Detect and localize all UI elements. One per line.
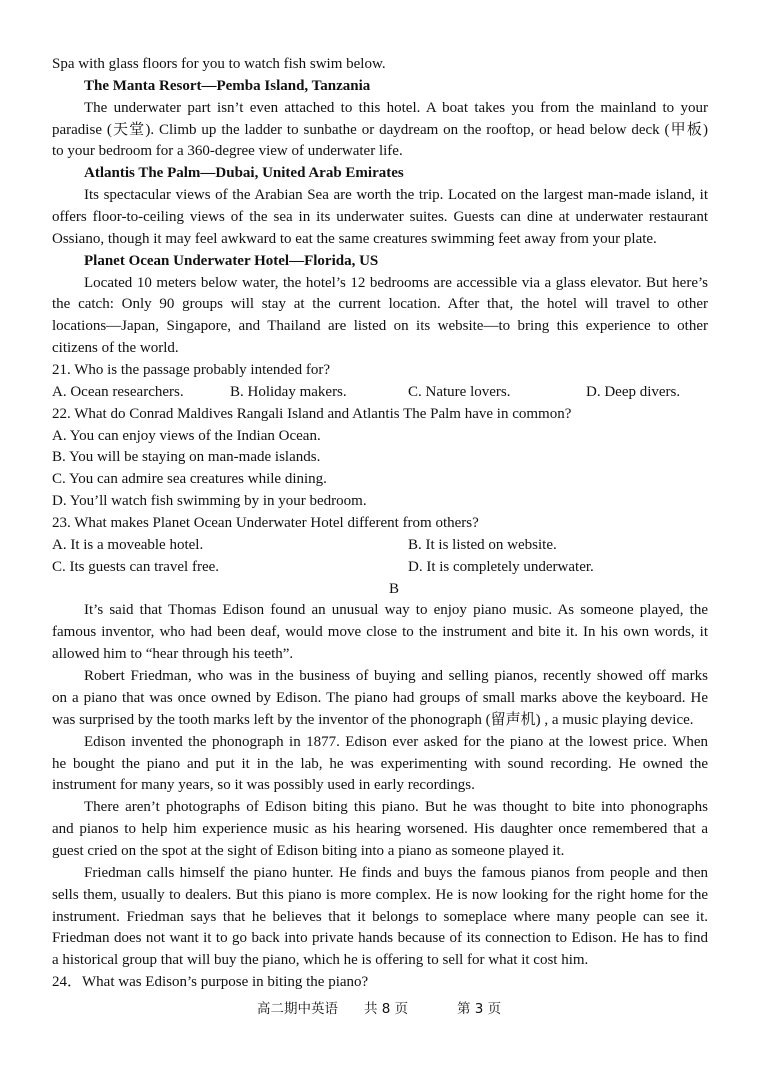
paragraph-line: citizens of the world. bbox=[52, 340, 179, 357]
paragraph-line: Spa with glass floors for you to watch fish swim below. bbox=[52, 56, 386, 72]
question-24 bbox=[52, 972, 708, 994]
answer-option-a: A. Ocean researchers. bbox=[52, 383, 184, 400]
hotel-section bbox=[52, 251, 708, 360]
question-22 bbox=[52, 404, 708, 513]
questions-passage-b bbox=[52, 972, 708, 994]
paragraph-line: Edison invented the phonograph in 1877. Edison ever asked for the piano at the lowest price. When bbox=[84, 733, 708, 750]
paragraph bbox=[52, 863, 708, 972]
paragraph-continuation bbox=[52, 54, 708, 76]
paragraph-line: There aren’t photographs of Edison biting this piano. But he was thought to bite into phonographs bbox=[84, 799, 708, 816]
paragraph-line: was surprised by the tooth marks left by the inventor of the phonograph (留声机) , a music playing device. bbox=[52, 711, 694, 728]
paragraph-line: guest cried on the spot at the sight of Edison biting into a piano as someone played it. bbox=[52, 842, 565, 859]
paragraph-line: allowed him to “hear through his teeth”. bbox=[52, 646, 294, 663]
answer-option-b: B. Holiday makers. bbox=[230, 383, 347, 400]
paragraph bbox=[52, 732, 708, 798]
answer-option-c: C. Nature lovers. bbox=[408, 383, 511, 400]
paragraph-line: instrument for many years, so it was possibly used in early recordings. bbox=[52, 777, 475, 794]
answer-options bbox=[52, 426, 708, 513]
paragraph-line: locations—Japan, Singapore, and Thailand are listed on its website—to bring this experience to other bbox=[52, 318, 708, 335]
paragraph-line: and pianos to help him experience music as his hearing worsened. His daughter once remembered that a bbox=[52, 821, 708, 838]
paragraph-line: Friedman calls himself the piano hunter. He finds and buys the famous pianos from people and then bbox=[84, 864, 708, 881]
question-stem: 24．What was Edison’s purpose in biting the piano? bbox=[52, 974, 369, 991]
hotel-heading: The Manta Resort—Pemba Island, Tanzania bbox=[84, 77, 371, 94]
paragraph-line: sells them, usually to dealers. But this piano is more complex. He is now looking for the right home for the bbox=[52, 886, 708, 903]
paragraph-line: Ossiano, though it may feel awkward to eat the same creatures swimming feet away from your plate. bbox=[52, 230, 657, 247]
question-21 bbox=[52, 360, 708, 404]
hotel-section bbox=[52, 76, 708, 163]
hotel-description bbox=[52, 98, 708, 164]
answer-option-b: B. It is listed on website. bbox=[408, 536, 557, 553]
hotel-description bbox=[52, 185, 708, 251]
answer-option-c: C. Its guests can travel free. bbox=[52, 558, 220, 575]
answer-option-c: C. You can admire sea creatures while dining. bbox=[52, 471, 327, 488]
hotel-section bbox=[52, 163, 708, 250]
questions-passage-a bbox=[52, 360, 708, 579]
paragraph bbox=[52, 666, 708, 732]
passage-b bbox=[52, 579, 708, 972]
footer-page-number: 第 3 页 bbox=[457, 1001, 502, 1017]
paragraph-line: the catch: Only 90 groups will stay at the current location. After that, the hotel will travel to other bbox=[52, 296, 708, 313]
paragraph bbox=[52, 600, 708, 666]
paragraph-line: a historical group that will buy the piano, which he is offering to sell for what it cost him. bbox=[52, 952, 589, 969]
hotel-heading: Planet Ocean Underwater Hotel—Florida, US bbox=[84, 252, 379, 269]
answer-option-a: A. It is a moveable hotel. bbox=[52, 536, 204, 553]
paragraph-line: famous inventor, who had been deaf, would move close to the instrument and bite it. In his own words, it bbox=[52, 624, 708, 641]
paragraph-line: to your bedroom for a 360-degree view of underwater life. bbox=[52, 143, 403, 160]
footer-page-count: 共 8 页 bbox=[364, 1001, 409, 1017]
paragraph-line: offers floor-to-ceiling views of the sea in its underwater suites. Guests can dine at underwater restaurant bbox=[52, 209, 708, 226]
answer-option-d: D. Deep divers. bbox=[586, 383, 681, 400]
paragraph-line: The underwater part isn’t even attached to this hotel. A boat takes you from the mainland to your bbox=[84, 99, 708, 116]
question-stem: 23. What makes Planet Ocean Underwater Hotel different from others? bbox=[52, 515, 479, 532]
hotel-description bbox=[52, 273, 708, 360]
question-stem: 21. Who is the passage probably intended for? bbox=[52, 362, 330, 379]
answer-option-a: A. You can enjoy views of the Indian Ocean. bbox=[52, 427, 321, 444]
answer-option-d: D. You’ll watch fish swimming by in your bedroom. bbox=[52, 493, 367, 510]
paragraph-line: Friedman does not want it to go back into private hands because of its connection to Edison. He has to find bbox=[52, 930, 708, 947]
answer-option-b: B. You will be staying on man-made islands. bbox=[52, 449, 321, 466]
paragraph-line: Its spectacular views of the Arabian Sea are worth the trip. Located on the largest man-made island, it bbox=[84, 187, 708, 204]
footer-subject: 高二期中英语 bbox=[257, 1001, 338, 1017]
paragraph-line: paradise (天堂). Climb up the ladder to sunbathe or daydream on the rooftop, or head below deck (甲板) bbox=[52, 121, 708, 138]
paragraph-line: on a piano that was once owned by Edison. The piano had groups of small marks above the keyboard. He bbox=[52, 689, 708, 706]
passage-a bbox=[52, 54, 708, 360]
page-footer bbox=[0, 1000, 760, 1018]
hotel-heading: Atlantis The Palm—Dubai, United Arab Emirates bbox=[84, 165, 404, 182]
paragraph-line: instrument. Friedman says that he believes that it belongs to someplace where many people can see it. bbox=[52, 908, 708, 925]
page-content bbox=[52, 54, 708, 994]
paragraph bbox=[52, 797, 708, 863]
paragraph-line: It’s said that Thomas Edison found an unusual way to enjoy piano music. As someone played, the bbox=[84, 602, 708, 619]
answer-option-d: D. It is completely underwater. bbox=[408, 558, 594, 575]
paragraph-line: Located 10 meters below water, the hotel’s 12 bedrooms are accessible via a glass elevator. But here’s bbox=[84, 274, 708, 291]
question-stem: 22. What do Conrad Maldives Rangali Island and Atlantis The Palm have in common? bbox=[52, 405, 572, 422]
paragraph-line: he bought the piano and put it in the lab, he was experimenting with sound recording. He owned the bbox=[52, 755, 708, 772]
answer-options bbox=[52, 382, 708, 404]
answer-options bbox=[52, 535, 708, 579]
question-23 bbox=[52, 513, 708, 579]
paragraph-line: Robert Friedman, who was in the business of buying and selling pianos, recently showed off marks bbox=[84, 668, 708, 685]
section-label: B bbox=[388, 580, 399, 597]
